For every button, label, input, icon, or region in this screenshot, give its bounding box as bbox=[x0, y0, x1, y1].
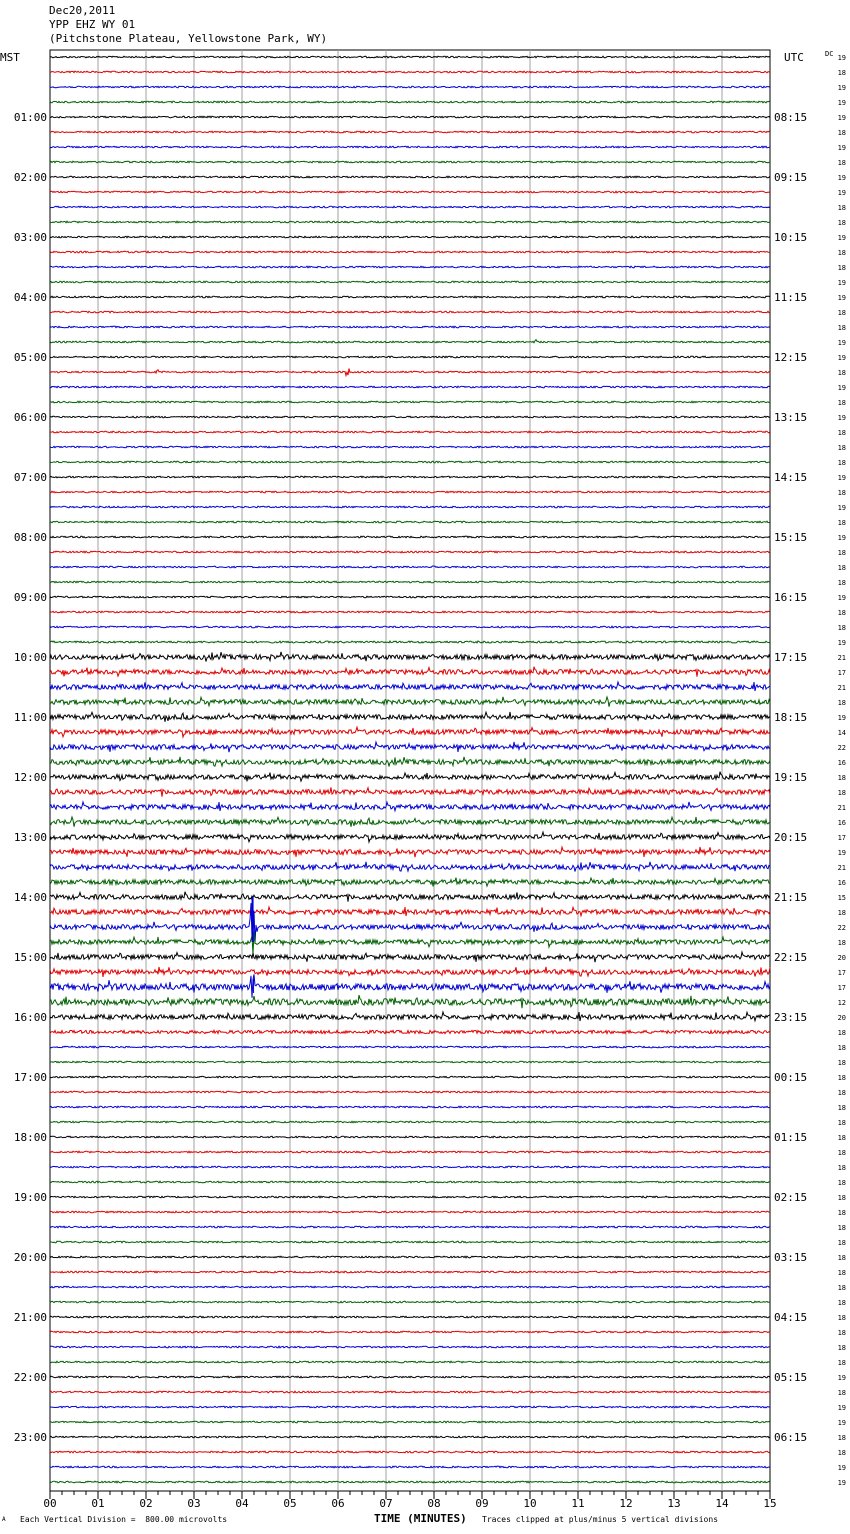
trace-row bbox=[50, 236, 770, 238]
right-hour-label: 19:15 bbox=[774, 771, 808, 784]
trace-row bbox=[50, 476, 770, 478]
trace-row bbox=[50, 369, 770, 376]
trace-row bbox=[50, 206, 770, 208]
trace-row bbox=[50, 1196, 770, 1198]
dc-offset-label: 18 bbox=[837, 264, 846, 272]
trace-row bbox=[50, 1481, 770, 1483]
trace-row bbox=[50, 491, 770, 493]
left-hour-label: 07:00 bbox=[13, 471, 47, 484]
dc-offset-label: 18 bbox=[837, 789, 846, 797]
left-hour-label: 04:00 bbox=[13, 291, 47, 304]
trace-row bbox=[50, 1436, 770, 1438]
trace-row bbox=[50, 311, 770, 313]
dc-offset-label: 19 bbox=[837, 174, 846, 182]
left-hour-label: 12:00 bbox=[13, 771, 47, 784]
x-tick-label: 04 bbox=[235, 1497, 249, 1510]
plot-frame bbox=[50, 50, 770, 1491]
trace-row bbox=[50, 1466, 770, 1468]
trace-row bbox=[50, 340, 770, 343]
dc-offset-label: 18 bbox=[837, 1314, 846, 1322]
right-hour-label: 11:15 bbox=[774, 291, 808, 304]
x-tick-label: 15 bbox=[763, 1497, 777, 1510]
right-hour-label: 23:15 bbox=[774, 1011, 808, 1024]
trace-row bbox=[50, 1286, 770, 1288]
trace-row bbox=[50, 281, 770, 283]
trace-row bbox=[50, 995, 770, 1008]
dc-offset-label: 18 bbox=[837, 1359, 846, 1367]
trace-row bbox=[50, 446, 770, 448]
dc-offset-label: 18 bbox=[837, 1089, 846, 1097]
x-tick-label: 08 bbox=[427, 1497, 441, 1510]
right-hour-label: 12:15 bbox=[774, 351, 808, 364]
dc-offset-label: 18 bbox=[837, 1449, 846, 1457]
dc-offset-label: 18 bbox=[837, 219, 846, 227]
dc-offset-label: 19 bbox=[837, 1464, 846, 1472]
trace-row bbox=[50, 416, 770, 418]
trace-row bbox=[50, 1091, 770, 1093]
dc-offset-label: 20 bbox=[837, 1014, 846, 1022]
trace-row bbox=[50, 161, 770, 163]
trace-row bbox=[50, 551, 770, 553]
trace-row bbox=[50, 116, 770, 118]
dc-offset-label: 18 bbox=[837, 459, 846, 467]
trace-row bbox=[50, 1106, 770, 1108]
trace-row bbox=[50, 386, 770, 388]
trace-row bbox=[50, 1451, 770, 1453]
dc-offset-label: 19 bbox=[837, 384, 846, 392]
dc-offset-label: 18 bbox=[837, 1044, 846, 1052]
trace-row bbox=[50, 1421, 770, 1423]
trace-row bbox=[50, 1046, 770, 1048]
dc-offset-label: 17 bbox=[837, 984, 846, 992]
x-tick-label: 05 bbox=[283, 1497, 297, 1510]
dc-offset-label: 18 bbox=[837, 369, 846, 377]
dc-offset-label: 18 bbox=[837, 1389, 846, 1397]
x-tick-label: 10 bbox=[523, 1497, 537, 1510]
dc-offset-label: 19 bbox=[837, 594, 846, 602]
x-tick-label: 03 bbox=[187, 1497, 201, 1510]
dc-offset-label: 18 bbox=[837, 1149, 846, 1157]
dc-offset-label: 18 bbox=[837, 1029, 846, 1037]
dc-offset-label: 19 bbox=[837, 354, 846, 362]
dc-offset-label: 18 bbox=[837, 564, 846, 572]
trace-row bbox=[50, 1151, 770, 1153]
trace-row bbox=[50, 101, 770, 103]
trace-row bbox=[50, 832, 770, 842]
dc-offset-label: 18 bbox=[837, 309, 846, 317]
x-tick-label: 01 bbox=[91, 1497, 105, 1510]
right-hour-label: 08:15 bbox=[774, 111, 808, 124]
dc-offset-label: 19 bbox=[837, 54, 846, 62]
right-hour-label: 00:15 bbox=[774, 1071, 808, 1084]
trace-row bbox=[50, 191, 770, 193]
dc-offset-label: 18 bbox=[837, 1059, 846, 1067]
right-hour-label: 09:15 bbox=[774, 171, 808, 184]
left-hour-label: 21:00 bbox=[13, 1311, 47, 1324]
trace-row bbox=[50, 221, 770, 223]
trace-row bbox=[50, 401, 770, 403]
trace-row bbox=[50, 1166, 770, 1168]
trace-row bbox=[50, 266, 770, 268]
trace-row bbox=[50, 1136, 770, 1138]
x-tick-label: 12 bbox=[619, 1497, 633, 1510]
left-hour-label: 15:00 bbox=[13, 951, 47, 964]
trace-row bbox=[50, 952, 770, 962]
trace-row bbox=[50, 967, 770, 977]
trace-row bbox=[50, 1346, 770, 1348]
dc-offset-label: 18 bbox=[837, 549, 846, 557]
trace-row bbox=[50, 1226, 770, 1228]
dc-offset-label: 18 bbox=[837, 1269, 846, 1277]
dc-offset-label: 18 bbox=[837, 129, 846, 137]
left-hour-label: 10:00 bbox=[13, 651, 47, 664]
right-hour-label: 15:15 bbox=[774, 531, 808, 544]
dc-offset-label: 17 bbox=[837, 969, 846, 977]
station-code: YPP EHZ WY 01 bbox=[49, 18, 136, 31]
dc-offset-label: 20 bbox=[837, 954, 846, 962]
trace-row bbox=[50, 1121, 770, 1123]
x-tick-label: 02 bbox=[139, 1497, 153, 1510]
left-hour-label: 14:00 bbox=[13, 891, 47, 904]
trace-row bbox=[50, 356, 770, 358]
left-hour-label: 16:00 bbox=[13, 1011, 47, 1024]
left-hour-label: 03:00 bbox=[13, 231, 47, 244]
left-hour-label: 05:00 bbox=[13, 351, 47, 364]
trace-row bbox=[50, 892, 770, 902]
right-hour-label: 01:15 bbox=[774, 1131, 808, 1144]
right-hour-label: 04:15 bbox=[774, 1311, 808, 1324]
dc-offset-label: 18 bbox=[837, 1134, 846, 1142]
dc-offset-label: 18 bbox=[837, 609, 846, 617]
trace-row bbox=[50, 1331, 770, 1333]
dc-offset-label: 19 bbox=[837, 279, 846, 287]
dc-offset-label: 18 bbox=[837, 1329, 846, 1337]
dc-offset-label: 18 bbox=[837, 444, 846, 452]
right-hour-label: 22:15 bbox=[774, 951, 808, 964]
dc-offset-label: 18 bbox=[837, 1254, 846, 1262]
chart-date: Dec20,2011 bbox=[49, 4, 116, 17]
dc-offset-label: 17 bbox=[837, 834, 846, 842]
trace-row bbox=[50, 1211, 770, 1213]
left-hour-label: 06:00 bbox=[13, 411, 47, 424]
trace-row bbox=[50, 506, 770, 508]
right-hour-label: 18:15 bbox=[774, 711, 808, 724]
trace-row bbox=[50, 1012, 770, 1021]
dc-offset-label: 18 bbox=[837, 1104, 846, 1112]
trace-row bbox=[50, 176, 770, 178]
trace-row bbox=[50, 1376, 770, 1378]
left-hour-label: 02:00 bbox=[13, 171, 47, 184]
dc-offset-label: 18 bbox=[837, 519, 846, 527]
trace-row bbox=[50, 131, 770, 133]
left-hour-label: 20:00 bbox=[13, 1251, 47, 1264]
trace-row bbox=[50, 907, 770, 916]
trace-row bbox=[50, 626, 770, 628]
x-tick-label: 09 bbox=[475, 1497, 489, 1510]
left-hour-label: 23:00 bbox=[13, 1431, 47, 1444]
dc-offset-label: 19 bbox=[837, 1374, 846, 1382]
trace-row bbox=[50, 71, 770, 73]
dc-offset-label: 18 bbox=[837, 1179, 846, 1187]
trace-row bbox=[50, 56, 770, 58]
trace-row bbox=[50, 1076, 770, 1078]
x-tick-label: 14 bbox=[715, 1497, 729, 1510]
dc-offset-label: 19 bbox=[837, 504, 846, 512]
trace-row bbox=[50, 326, 770, 328]
x-tick-label: 07 bbox=[379, 1497, 393, 1510]
dc-offset-label: 19 bbox=[837, 714, 846, 722]
dc-offset-label: 18 bbox=[837, 159, 846, 167]
right-hour-label: 14:15 bbox=[774, 471, 808, 484]
dc-offset-label: 19 bbox=[837, 234, 846, 242]
left-hour-label: 13:00 bbox=[13, 831, 47, 844]
dc-offset-label: 19 bbox=[837, 849, 846, 857]
scale-note: Each Vertical Division = 800.00 microvolts bbox=[20, 1515, 228, 1524]
dc-offset-label: 19 bbox=[837, 534, 846, 542]
dc-offset-label: 16 bbox=[837, 879, 846, 887]
x-tick-label: 00 bbox=[43, 1497, 57, 1510]
trace-row bbox=[50, 431, 770, 433]
left-hour-label: 08:00 bbox=[13, 531, 47, 544]
left-hour-label: 22:00 bbox=[13, 1371, 47, 1384]
right-hour-label: 16:15 bbox=[774, 591, 808, 604]
dc-offset-label: 18 bbox=[837, 249, 846, 257]
trace-row bbox=[50, 742, 770, 752]
trace-row bbox=[50, 862, 770, 872]
trace-row bbox=[50, 521, 770, 523]
dc-offset-label: 18 bbox=[837, 1299, 846, 1307]
dc-offset-label: 19 bbox=[837, 84, 846, 92]
trace-row bbox=[50, 667, 770, 677]
right-hour-label: 06:15 bbox=[774, 1431, 808, 1444]
dc-offset-label: 18 bbox=[837, 204, 846, 212]
dc-offset-label: 21 bbox=[837, 804, 846, 812]
trace-row bbox=[50, 251, 770, 253]
dc-offset-label: 21 bbox=[837, 864, 846, 872]
trace-row bbox=[50, 1030, 770, 1033]
left-hour-label: 09:00 bbox=[13, 591, 47, 604]
clip-note: Traces clipped at plus/minus 5 vertical divisions bbox=[482, 1515, 719, 1524]
dc-offset-label: 19 bbox=[837, 474, 846, 482]
trace-row bbox=[50, 712, 770, 722]
x-tick-label: 06 bbox=[331, 1497, 345, 1510]
dc-offset-label: 19 bbox=[837, 99, 846, 107]
trace-row bbox=[50, 581, 770, 583]
trace-row bbox=[50, 86, 770, 88]
right-hour-label: 02:15 bbox=[774, 1191, 808, 1204]
dc-offset-label: 21 bbox=[837, 654, 846, 662]
left-hour-label: 11:00 bbox=[13, 711, 47, 724]
dc-offset-label: 16 bbox=[837, 819, 846, 827]
left-hour-label: 19:00 bbox=[13, 1191, 47, 1204]
dc-offset-label: 18 bbox=[837, 324, 846, 332]
dc-offset-label: 14 bbox=[837, 729, 846, 737]
right-hour-label: 21:15 bbox=[774, 891, 808, 904]
trace-row bbox=[50, 1301, 770, 1303]
right-hour-label: 13:15 bbox=[774, 411, 808, 424]
dc-offset-label: 19 bbox=[837, 639, 846, 647]
right-hour-label: 20:15 bbox=[774, 831, 808, 844]
trace-row bbox=[50, 1181, 770, 1183]
trace-row bbox=[50, 1361, 770, 1363]
trace-row bbox=[50, 566, 770, 568]
dc-header-label: DC bbox=[825, 50, 834, 58]
dc-offset-label: 19 bbox=[837, 114, 846, 122]
trace-row bbox=[50, 641, 770, 643]
trace-row bbox=[50, 847, 770, 857]
trace-row bbox=[50, 1241, 770, 1243]
right-hour-label: 10:15 bbox=[774, 231, 808, 244]
corner-mark: A bbox=[2, 1516, 6, 1523]
dc-offset-label: 22 bbox=[837, 744, 846, 752]
dc-offset-label: 15 bbox=[837, 894, 846, 902]
dc-offset-label: 18 bbox=[837, 939, 846, 947]
trace-row bbox=[50, 802, 770, 811]
dc-offset-label: 18 bbox=[837, 1434, 846, 1442]
trace-row bbox=[50, 932, 770, 955]
dc-offset-label: 18 bbox=[837, 399, 846, 407]
dc-offset-label: 18 bbox=[837, 1344, 846, 1352]
x-tick-label: 13 bbox=[667, 1497, 681, 1510]
right-hour-label: 17:15 bbox=[774, 651, 808, 664]
trace-row bbox=[50, 1271, 770, 1273]
dc-offset-label: 18 bbox=[837, 1209, 846, 1217]
dc-offset-label: 19 bbox=[837, 294, 846, 302]
dc-offset-label: 18 bbox=[837, 699, 846, 707]
left-hour-label: 01:00 bbox=[13, 111, 47, 124]
left-hour-label: 18:00 bbox=[13, 1131, 47, 1144]
dc-offset-label: 22 bbox=[837, 924, 846, 932]
trace-row bbox=[50, 787, 770, 796]
trace-row bbox=[50, 611, 770, 613]
dc-offset-label: 18 bbox=[837, 1239, 846, 1247]
dc-offset-label: 18 bbox=[837, 624, 846, 632]
dc-offset-label: 18 bbox=[837, 1074, 846, 1082]
right-hour-label: 05:15 bbox=[774, 1371, 808, 1384]
trace-row bbox=[50, 817, 770, 827]
trace-row bbox=[50, 772, 770, 782]
trace-row bbox=[50, 536, 770, 538]
dc-offset-label: 19 bbox=[837, 414, 846, 422]
dc-offset-label: 18 bbox=[837, 489, 846, 497]
dc-offset-label: 19 bbox=[837, 1419, 846, 1427]
trace-row bbox=[50, 682, 770, 691]
right-hour-label: 03:15 bbox=[774, 1251, 808, 1264]
right-timezone-label: UTC bbox=[784, 51, 804, 64]
trace-row bbox=[50, 697, 770, 707]
left-timezone-label: MST bbox=[0, 51, 20, 64]
dc-offset-label: 16 bbox=[837, 759, 846, 767]
trace-row bbox=[50, 652, 770, 662]
trace-row bbox=[50, 757, 770, 767]
dc-offset-label: 18 bbox=[837, 1284, 846, 1292]
dc-offset-label: 18 bbox=[837, 1164, 846, 1172]
dc-offset-label: 18 bbox=[837, 429, 846, 437]
trace-row bbox=[50, 1391, 770, 1393]
dc-offset-label: 19 bbox=[837, 1479, 846, 1487]
dc-offset-label: 18 bbox=[837, 774, 846, 782]
trace-row bbox=[50, 1406, 770, 1408]
dc-offset-label: 19 bbox=[837, 1404, 846, 1412]
trace-row bbox=[50, 1061, 770, 1063]
left-hour-label: 17:00 bbox=[13, 1071, 47, 1084]
trace-row bbox=[50, 1256, 770, 1258]
trace-row bbox=[50, 1316, 770, 1318]
trace-row bbox=[50, 146, 770, 148]
trace-row bbox=[50, 596, 770, 598]
dc-offset-label: 18 bbox=[837, 1224, 846, 1232]
dc-offset-label: 18 bbox=[837, 579, 846, 587]
trace-row bbox=[50, 727, 770, 737]
dc-offset-label: 18 bbox=[837, 1194, 846, 1202]
trace-row bbox=[50, 296, 770, 298]
dc-offset-label: 12 bbox=[837, 999, 846, 1007]
dc-offset-label: 18 bbox=[837, 69, 846, 77]
x-axis-title: TIME (MINUTES) bbox=[374, 1512, 467, 1525]
dc-offset-label: 19 bbox=[837, 144, 846, 152]
trace-row bbox=[50, 461, 770, 463]
dc-offset-label: 18 bbox=[837, 1119, 846, 1127]
dc-offset-label: 17 bbox=[837, 669, 846, 677]
dc-offset-label: 21 bbox=[837, 684, 846, 692]
station-location: (Pitchstone Plateau, Yellowstone Park, WY) bbox=[49, 32, 328, 45]
trace-row bbox=[50, 878, 770, 887]
x-tick-label: 11 bbox=[571, 1497, 585, 1510]
trace-row bbox=[50, 974, 770, 997]
dc-offset-label: 19 bbox=[837, 339, 846, 347]
dc-offset-label: 19 bbox=[837, 189, 846, 197]
dc-offset-label: 18 bbox=[837, 909, 846, 917]
